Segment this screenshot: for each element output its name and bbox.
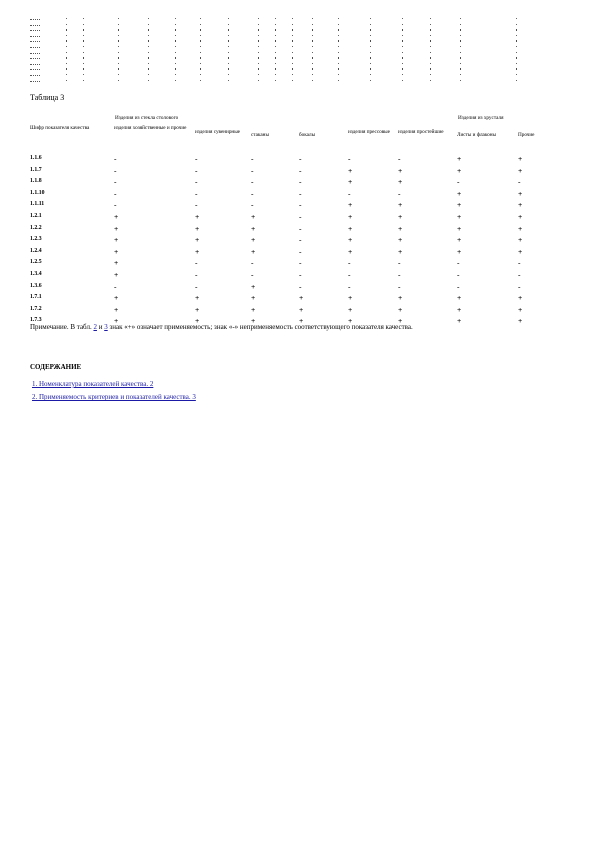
table-cell: + [195, 246, 200, 256]
table-cell: - [114, 165, 117, 175]
table-cell: - [195, 200, 198, 210]
table-cell: + [348, 293, 353, 303]
table-cell: - [251, 200, 254, 210]
table-cell: + [457, 316, 462, 326]
row-code: 1.7.2 [30, 305, 42, 312]
table-cell: + [114, 235, 119, 245]
table-cell: + [518, 165, 523, 175]
toc-link-2[interactable]: 2. Применяемость критериев и показателей качества. 3 [32, 393, 196, 401]
row-code: 1.2.4 [30, 247, 42, 254]
toc-heading: СОДЕРЖАНИЕ [30, 363, 82, 371]
row-code: 1.2.5 [30, 259, 42, 266]
table-cell: + [195, 293, 200, 303]
table-cell: - [299, 246, 302, 256]
table-cell: - [299, 281, 302, 291]
table-cell: + [114, 293, 119, 303]
table-cell: + [114, 304, 119, 314]
table-cell: + [457, 223, 462, 233]
table-row [30, 247, 550, 259]
table-cell: + [348, 223, 353, 233]
table-cell: + [251, 316, 256, 326]
note-prefix: Примечание. В табл. [30, 323, 92, 331]
table-cell: + [398, 235, 403, 245]
row-code: 1.3.6 [30, 282, 42, 289]
column-header-8: Прочие [518, 132, 535, 138]
table-cell: + [195, 223, 200, 233]
table-cell: - [299, 258, 302, 268]
table-row [30, 189, 550, 201]
table-cell: - [299, 235, 302, 245]
table-cell: - [251, 177, 254, 187]
table-cell: + [457, 154, 462, 163]
table-cell: - [195, 281, 198, 291]
row-code: 1.7.1 [30, 294, 42, 301]
table-cell: - [251, 258, 254, 268]
row-code: 1.7.3 [30, 317, 42, 324]
table-cell: + [518, 316, 523, 326]
table-cell: + [251, 223, 256, 233]
table-cell: - [251, 165, 254, 175]
table-cell: - [251, 188, 254, 198]
table-row [30, 200, 550, 212]
row-code: 1.1.8 [30, 178, 42, 185]
table-cell: + [398, 223, 403, 233]
table-cell: + [348, 316, 353, 326]
table-cell: + [518, 154, 523, 163]
table-cell: - [457, 258, 460, 268]
group-header-crystal: Изделия из хрусталя [458, 115, 504, 121]
column-header-1: изделия хозяйственные и прочие [114, 125, 187, 131]
table-row [30, 258, 550, 270]
row-code: 1.1.10 [30, 189, 45, 196]
table-cell: + [195, 235, 200, 245]
table-cell: + [398, 165, 403, 175]
table-cell: - [299, 200, 302, 210]
table-cell: + [518, 188, 523, 198]
table-cell: + [518, 246, 523, 256]
table-cell: + [518, 235, 523, 245]
table-row [30, 224, 550, 236]
column-header-4: бокалы [299, 132, 316, 138]
table-cell: - [195, 177, 198, 187]
table-cell: + [348, 165, 353, 175]
table-cell: + [398, 200, 403, 210]
table-cell: + [251, 246, 256, 256]
table-cell: - [518, 258, 521, 268]
table-cell: - [398, 188, 401, 198]
table-cell: - [398, 258, 401, 268]
table-cell: + [348, 246, 353, 256]
table-row [30, 282, 550, 294]
table-cell: - [518, 177, 521, 187]
table-cell: - [299, 270, 302, 279]
column-header-5: изделия прессовые [348, 129, 390, 135]
table-cell: - [195, 188, 198, 198]
note-link-table-3[interactable]: 3 [104, 323, 108, 331]
row-code: 1.1.7 [30, 166, 42, 173]
table-cell: - [299, 188, 302, 198]
table-cell: + [251, 293, 256, 303]
table-cell: + [457, 200, 462, 210]
table-cell: + [398, 177, 403, 187]
table-cell: + [457, 246, 462, 256]
table-cell: - [348, 188, 351, 198]
table-cell: - [114, 177, 117, 187]
table-cell: + [251, 281, 256, 291]
table-cell: + [114, 316, 119, 326]
row-code: 1.1.11 [30, 201, 45, 208]
table-cell: + [457, 165, 462, 175]
table-cell: + [518, 304, 523, 314]
table-row [30, 235, 550, 247]
table-cell: - [398, 270, 401, 279]
table-cell: + [518, 223, 523, 233]
table-title: Таблица 3 [30, 93, 65, 102]
table-cell: + [114, 270, 119, 279]
table-cell: + [348, 304, 353, 314]
table-cell: - [195, 165, 198, 175]
column-header-3: стаканы [251, 132, 269, 138]
table-cell: - [299, 223, 302, 233]
table-row [30, 154, 550, 166]
table-cell: - [348, 281, 351, 291]
column-header-2: изделия сувенирные [195, 129, 240, 135]
table-row [30, 166, 550, 178]
table-row [30, 293, 550, 305]
table-cell: + [299, 293, 304, 303]
row-code: 1.2.2 [30, 224, 42, 231]
table-cell: + [348, 200, 353, 210]
table-cell: + [348, 235, 353, 245]
table-cell: + [457, 235, 462, 245]
table-cell: - [348, 258, 351, 268]
table-cell: - [457, 270, 460, 279]
table-row [30, 305, 550, 317]
column-header-6: изделия простейшие [398, 129, 444, 135]
table-cell: - [398, 281, 401, 291]
table-cell: + [195, 212, 200, 221]
table-cell: - [114, 154, 117, 163]
table-cell: - [299, 212, 302, 221]
table-row [30, 212, 550, 224]
table-cell: + [398, 246, 403, 256]
table-cell: + [299, 316, 304, 326]
table-cell: - [457, 281, 460, 291]
group-header-glassware: Изделия из стекла столового [115, 115, 179, 121]
table-cell: + [114, 246, 119, 256]
table-cell: - [251, 154, 254, 163]
note-link-table-2[interactable]: 2 [93, 323, 97, 331]
column-header-7: Листы и флаконы [457, 132, 496, 138]
table-cell: + [299, 304, 304, 314]
table-cell: + [195, 316, 200, 326]
table-cell: + [251, 212, 256, 221]
table-cell: - [299, 165, 302, 175]
table-cell: + [457, 293, 462, 303]
table-cell: + [457, 304, 462, 314]
table-cell: - [114, 200, 117, 210]
table-cell: + [195, 304, 200, 314]
table-cell: + [398, 293, 403, 303]
table-cell: + [398, 316, 403, 326]
table-cell: - [195, 270, 198, 279]
table-cell: + [518, 212, 523, 221]
toc-item-2[interactable] [32, 393, 196, 401]
previous-table-fragment [30, 17, 530, 85]
table-cell: + [251, 235, 256, 245]
table-cell: - [195, 154, 198, 163]
table-cell: + [518, 293, 523, 303]
table-cell: + [348, 212, 353, 221]
table-cell: + [114, 258, 119, 268]
table-cell: + [457, 212, 462, 221]
row-code: 1.2.1 [30, 213, 42, 219]
table-cell: - [348, 154, 351, 163]
table-cell: - [114, 281, 117, 291]
code-column-header: Шифр показателя качества [30, 125, 90, 131]
table-row [30, 270, 550, 282]
table-note [30, 323, 413, 331]
table-cell: - [457, 177, 460, 187]
table-cell: - [251, 270, 254, 279]
table-cell: + [398, 212, 403, 221]
toc-item-1[interactable] [32, 380, 153, 388]
table-cell: - [518, 270, 521, 279]
table-row [30, 177, 550, 189]
table-cell: + [457, 188, 462, 198]
table-cell: - [518, 281, 521, 291]
row-code: 1.2.3 [30, 236, 42, 243]
table-cell: - [114, 188, 117, 198]
table-cell: + [114, 212, 119, 221]
toc-link-1[interactable]: 1. Номенклатура показателей качества. 2 [32, 380, 154, 388]
table-cell: - [398, 154, 401, 163]
note-mid: и [98, 323, 103, 331]
row-code: 1.3.4 [30, 271, 42, 277]
table-cell: + [518, 200, 523, 210]
table-cell: - [195, 258, 198, 268]
table-cell: + [398, 304, 403, 314]
table-cell: + [251, 304, 256, 314]
row-code: 1.1.6 [30, 155, 42, 161]
table-cell: + [348, 177, 353, 187]
table-cell: - [299, 154, 302, 163]
table-cell: + [114, 223, 119, 233]
table-cell: - [348, 270, 351, 279]
note-suffix: знак «+» означает применяемость; знак «-» неприменяемость соответствующего показателя качества. [109, 323, 413, 331]
table-cell: - [299, 177, 302, 187]
